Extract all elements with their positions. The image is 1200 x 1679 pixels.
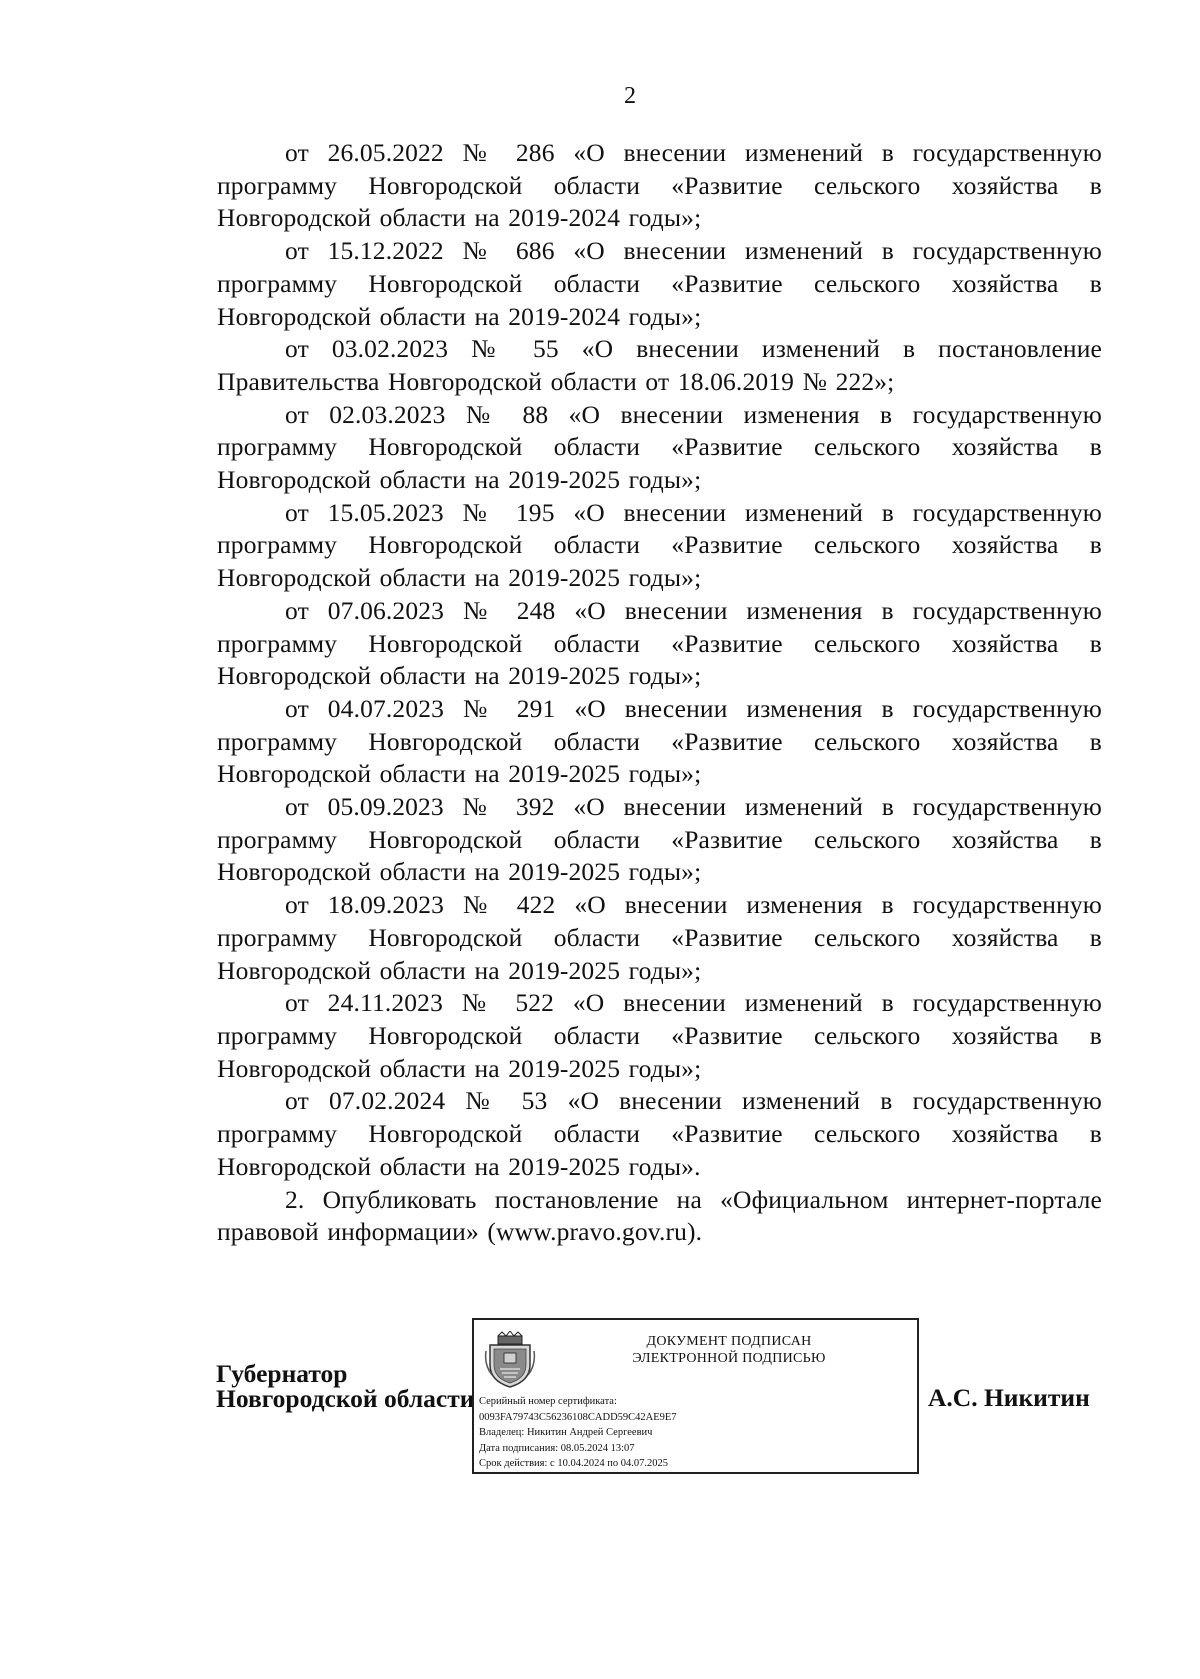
paragraph: от 05.09.2023 № 392 «О внесении изменений в государственную программу Новгородской области «Развитие сельского хозяйства в Новгородской области на 2019-2025 годы»; bbox=[217, 792, 1102, 887]
paragraph: от 07.02.2024 № 53 «О внесении изменений в государственную программу Новгородской области «Развитие сельского хозяйства в Новгородской области на 2019-2025 годы». bbox=[217, 1086, 1102, 1181]
paragraph: от 24.11.2023 № 522 «О внесении изменений в государственную программу Новгородской области «Развитие сельского хозяйства в Новгородской области на 2019-2025 годы»; bbox=[217, 988, 1102, 1083]
signer-name: А.С. Никитин bbox=[928, 1383, 1090, 1412]
stamp-heading-line1: ДОКУМЕНТ ПОДПИСАН bbox=[646, 1334, 812, 1349]
paragraph: от 26.05.2022 № 286 «О внесении изменений в государственную программу Новгородской области «Развитие сельского хозяйства в Новгородской области на 2019-2024 годы»; bbox=[217, 138, 1102, 233]
signer-title bbox=[216, 1361, 474, 1411]
signer-title-line1: Губернатор bbox=[216, 1359, 348, 1388]
certificate-label: Серийный номер сертификата: bbox=[479, 1396, 617, 1407]
paragraph: от 15.12.2022 № 686 «О внесении изменений в государственную программу Новгородской области «Развитие сельского хозяйства в Новгородской области на 2019-2024 годы»; bbox=[217, 236, 1102, 331]
coat-of-arms-icon bbox=[484, 1331, 536, 1389]
paragraph: от 07.06.2023 № 248 «О внесении изменения в государственную программу Новгородской области «Развитие сельского хозяйства в Новгородской области на 2019-2025 годы»; bbox=[217, 595, 1102, 691]
certificate-validity: Срок действия: с 10.04.2024 по 04.07.2025 bbox=[479, 1458, 668, 1469]
stamp-heading-line2: ЭЛЕКТРОННОЙ ПОДПИСЬЮ bbox=[632, 1351, 826, 1366]
certificate-owner: Владелец: Никитин Андрей Сергеевич bbox=[479, 1427, 653, 1438]
publication-paragraph: 2. Опубликовать постановление на «Официальном интернет-портале правовой информации» (www.pravo.gov.ru). bbox=[217, 1184, 1102, 1247]
electronic-signature-stamp bbox=[472, 1318, 919, 1474]
paragraph: от 02.03.2023 № 88 «О внесении изменения в государственную программу Новгородской области «Развитие сельского хозяйства в Новгородской области на 2019-2025 годы»; bbox=[217, 399, 1102, 495]
certificate-number: 0093FA79743C56236108CADD59C42AE9E7 bbox=[479, 1411, 677, 1423]
signing-date: Дата подписания: 08.05.2024 13:07 bbox=[479, 1442, 635, 1454]
signer-title-line2: Новгородской области bbox=[216, 1384, 475, 1413]
paragraph: от 18.09.2023 № 422 «О внесении изменения в государственную программу Новгородской области «Развитие сельского хозяйства в Новгородской области на 2019-2025 годы»; bbox=[217, 890, 1102, 985]
stamp-details bbox=[479, 1394, 677, 1472]
stamp-heading bbox=[544, 1333, 914, 1367]
page-number: 2 bbox=[624, 83, 636, 109]
paragraph: от 15.05.2023 № 195 «О внесении изменений в государственную программу Новгородской области «Развитие сельского хозяйства в Новгородской области на 2019-2025 годы»; bbox=[217, 497, 1102, 593]
paragraph: от 03.02.2023 № 55 «О внесении изменений в постановление Правительства Новгородской области от 18.06.2019 № 222»; bbox=[217, 334, 1102, 396]
paragraph: от 04.07.2023 № 291 «О внесении изменения в государственную программу Новгородской области «Развитие сельского хозяйства в Новгородской области на 2019-2025 годы»; bbox=[217, 693, 1102, 789]
document-body bbox=[217, 137, 1102, 1249]
